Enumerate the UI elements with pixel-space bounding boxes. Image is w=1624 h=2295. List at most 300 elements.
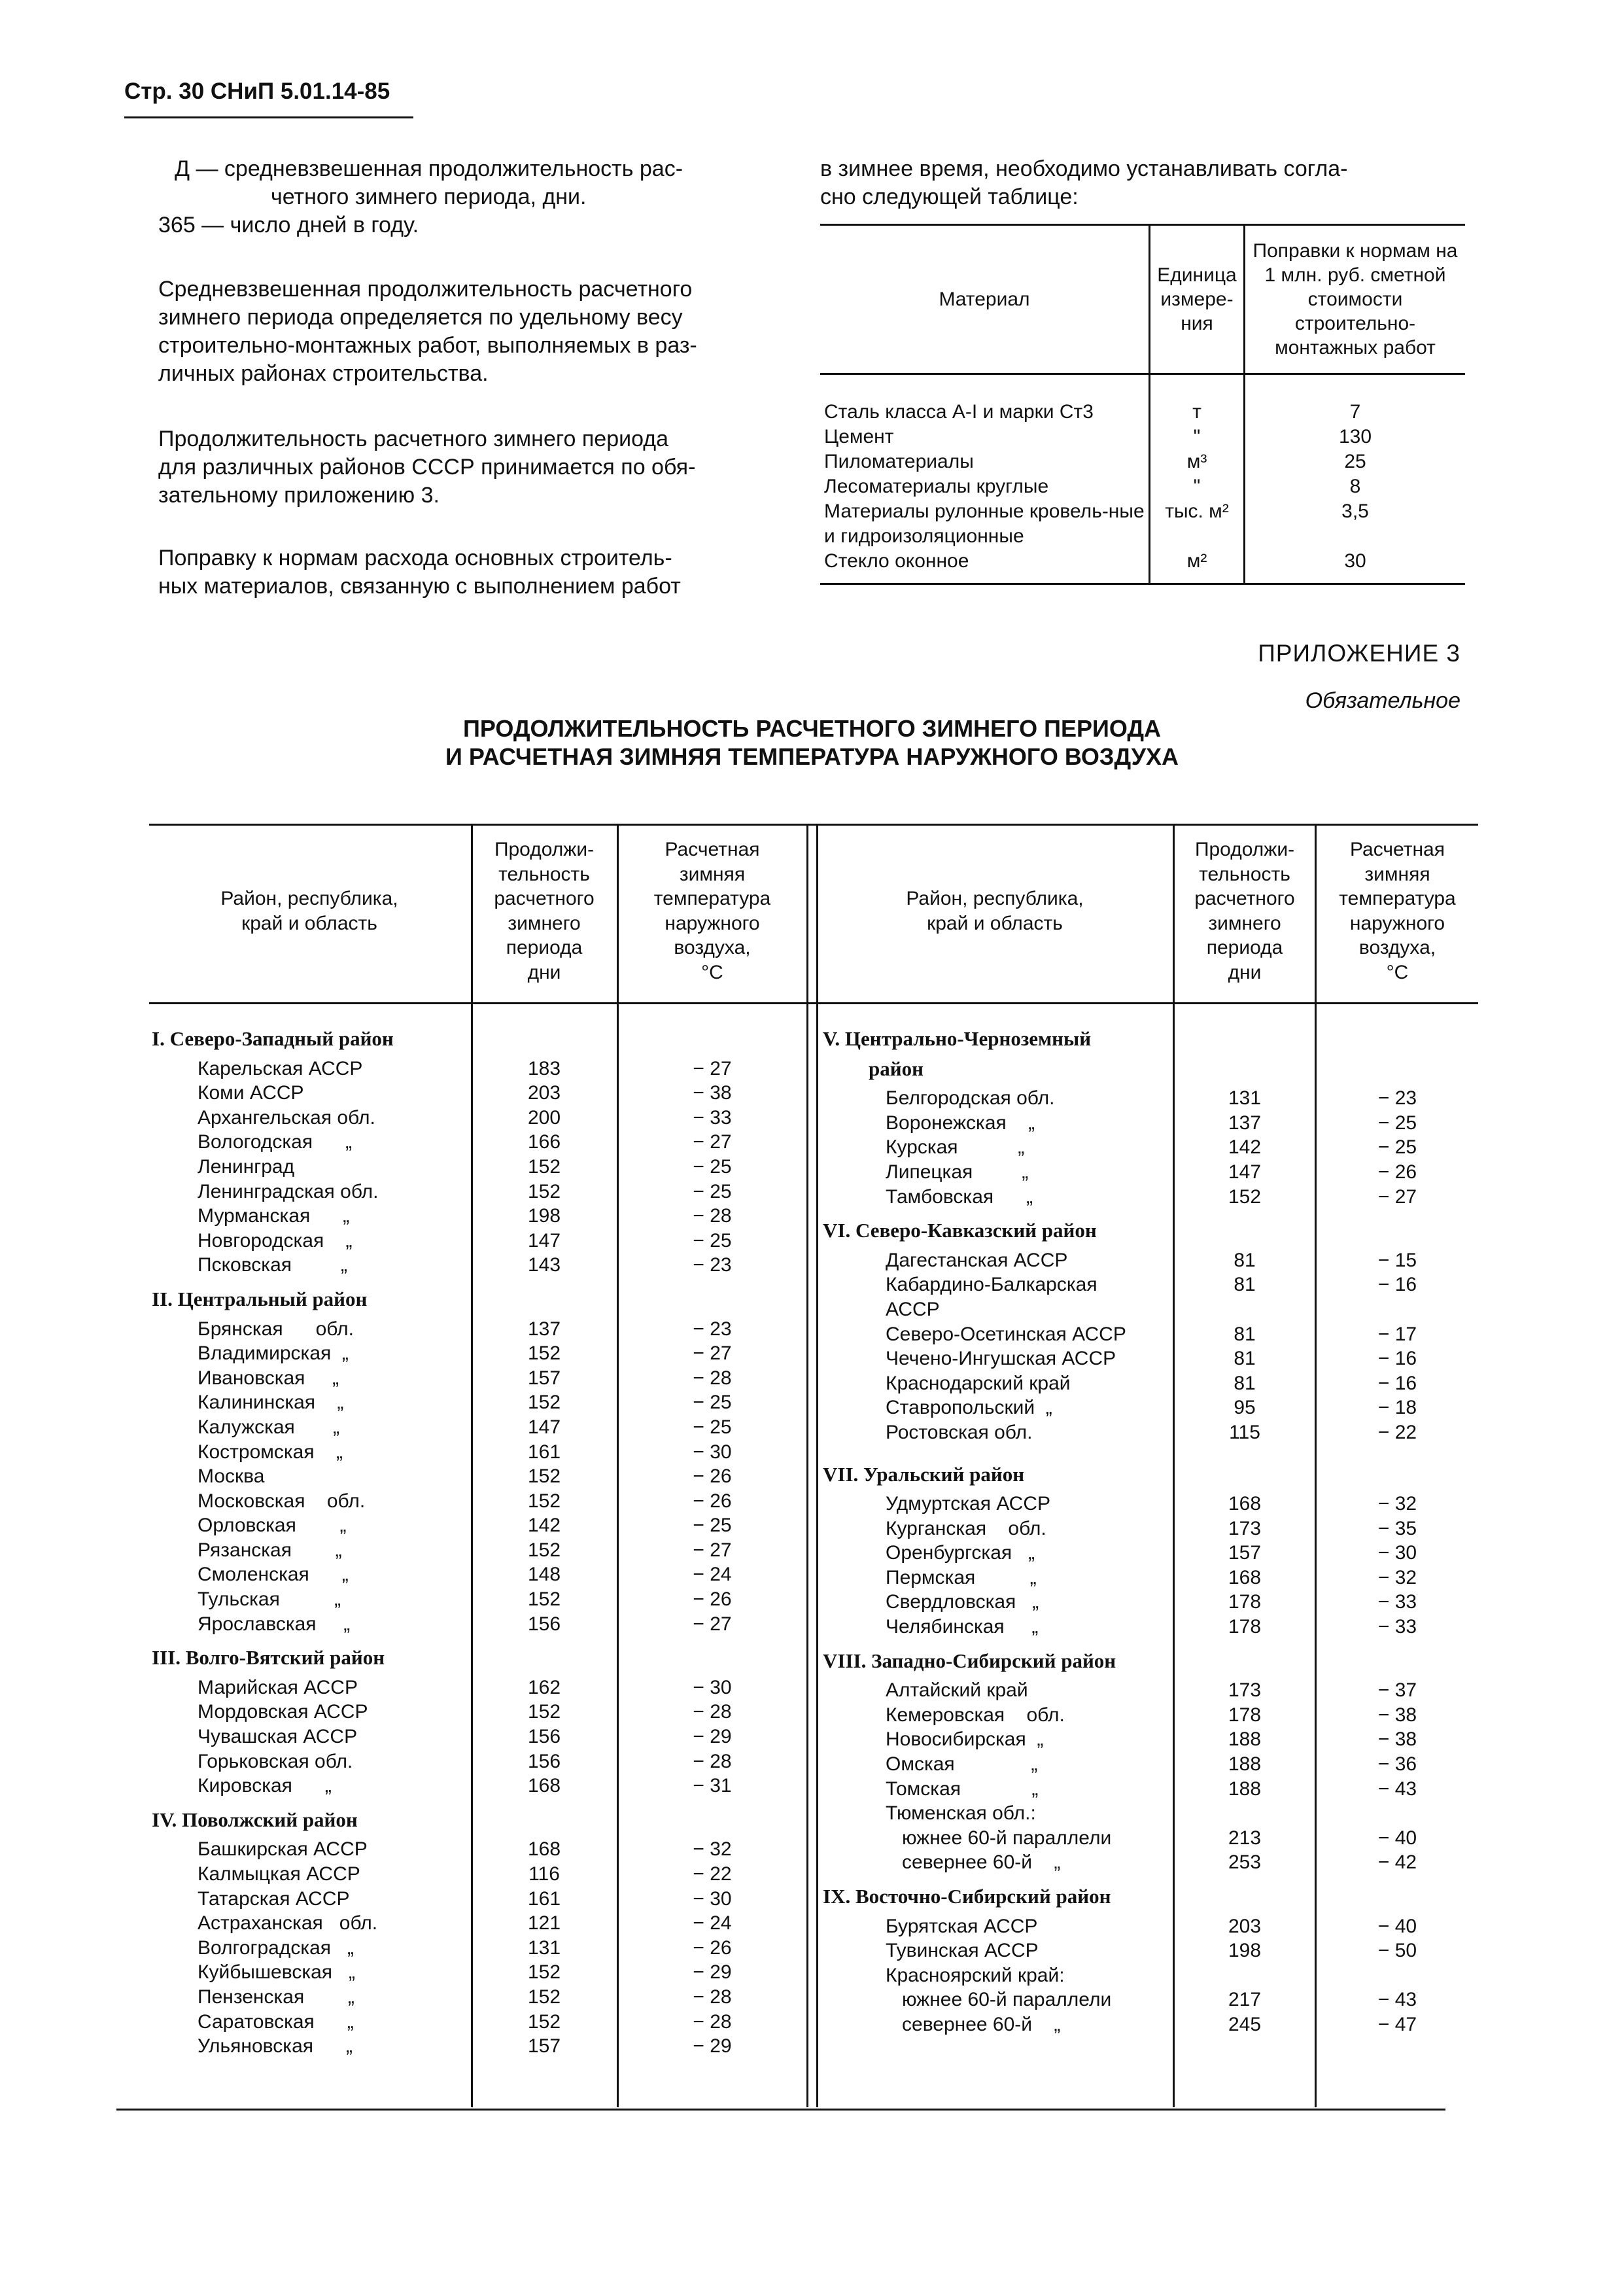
duration-value: 168 xyxy=(527,1838,561,1861)
materials-cell-material: Лесоматериалы круглые xyxy=(824,476,1049,497)
table-bottom-rule xyxy=(116,2109,1445,2111)
header-temperature-line: °С xyxy=(701,961,723,983)
temperature-value: − 32 xyxy=(1377,1493,1417,1515)
duration-value: 152 xyxy=(527,1701,561,1723)
temperature-value: − 25 xyxy=(693,1515,732,1537)
area-name: Пензенская „ xyxy=(198,1986,354,2008)
area-name: Северо-Осетинская АССР xyxy=(886,1323,1126,1345)
header-temperature-line: °С xyxy=(1386,961,1409,983)
duration-value: 217 xyxy=(1228,1989,1262,2011)
materials-cell-value: 8 xyxy=(1245,474,1466,499)
duration-value: 121 xyxy=(527,1912,561,1935)
header-duration-line: тельность xyxy=(498,863,590,885)
temperature-value xyxy=(1317,1801,1478,1826)
duration-value xyxy=(1175,1026,1315,1051)
temperature-value: − 36 xyxy=(1377,1753,1417,1776)
header-duration-line: расчетного xyxy=(494,888,595,909)
area-name: Ленинградская обл. xyxy=(198,1180,379,1202)
duration-value: 173 xyxy=(1228,1679,1262,1702)
appendix-type: Обязательное xyxy=(1305,688,1460,713)
area-name: Татарская АССР xyxy=(198,1887,350,1910)
header-temperature-line: наружного xyxy=(665,912,760,934)
d-definition xyxy=(158,155,683,239)
temperature-value: − 16 xyxy=(1377,1372,1417,1394)
duration-value xyxy=(472,1808,616,1832)
area-name: Калужская „ xyxy=(198,1416,340,1438)
header-region-line: Район, республика, xyxy=(220,888,398,909)
temperature-value: − 30 xyxy=(693,1441,732,1463)
duration-value: 152 xyxy=(527,1539,561,1561)
area-name: Мордовская АССР xyxy=(198,1701,368,1723)
d-definition-line-2: четного зимнего периода, дни. xyxy=(271,184,587,209)
temperature-value: − 27 xyxy=(693,1539,732,1561)
area-name: Алтайский край xyxy=(886,1679,1028,1702)
area-name: Белгородская обл. xyxy=(886,1087,1055,1110)
header-duration-line: тельность xyxy=(1199,863,1290,885)
area-name: Курганская обл. xyxy=(886,1517,1046,1539)
duration-value: 178 xyxy=(1228,1704,1262,1726)
area-name: Московская обл. xyxy=(198,1490,366,1512)
duration-value: 200 xyxy=(527,1106,561,1129)
area-name: Тувинская АССР xyxy=(886,1940,1039,1962)
duration-value xyxy=(472,1287,616,1312)
temperature-value: − 25 xyxy=(693,1229,732,1252)
header-duration-line: дни xyxy=(527,961,561,983)
materials-row xyxy=(820,474,1465,499)
duration-value: 168 xyxy=(527,1775,561,1797)
temperature-value: − 31 xyxy=(693,1775,732,1797)
area-name: Калмыцкая АССР xyxy=(198,1863,360,1885)
materials-cell-material: Сталь класса А-I и марки Ст3 xyxy=(824,401,1094,423)
materials-cell-unit: " xyxy=(1150,425,1245,449)
paragraph-1-line: зимнего периода определяется по удельному весу xyxy=(158,305,683,330)
area-name: Башкирская АССР xyxy=(198,1838,368,1861)
temperature-value: − 22 xyxy=(693,1863,732,1885)
area-name: севернее 60-й „ xyxy=(886,2013,1061,2035)
paragraph-2-line: для различных районов СССР принимается по обя- xyxy=(158,455,696,480)
temperature-value: − 28 xyxy=(693,1701,732,1723)
duration-value: 188 xyxy=(1228,1728,1262,1751)
area-name: Мурманская „ xyxy=(198,1205,350,1227)
materials-intro-line: сно следующей таблице: xyxy=(820,184,1079,209)
area-name: Марийская АССР xyxy=(198,1676,358,1698)
duration-value xyxy=(1175,1963,1315,1988)
area-name: Бурятская АССР xyxy=(886,1915,1038,1937)
temperature-value: − 30 xyxy=(693,1676,732,1698)
duration-value: 178 xyxy=(1228,1591,1262,1613)
duration-value: 148 xyxy=(527,1564,561,1586)
duration-value: 116 xyxy=(528,1863,560,1885)
area-name: Томская „ xyxy=(886,1778,1039,1800)
temperature-value: − 33 xyxy=(1377,1591,1417,1613)
area-name: Вологодская „ xyxy=(198,1131,353,1153)
duration-value: 152 xyxy=(527,1490,561,1512)
table-divider xyxy=(816,824,818,2107)
temperature-value: − 23 xyxy=(1377,1087,1417,1110)
duration-value xyxy=(472,1026,616,1051)
temperature-value: − 28 xyxy=(693,1986,732,2008)
area-name: Смоленская „ xyxy=(198,1564,349,1586)
area-name: Ярославская „ xyxy=(198,1613,351,1635)
duration-value: 157 xyxy=(1228,1542,1262,1564)
area-name: Ульяновская „ xyxy=(198,2035,353,2058)
materials-cell-value: 7 xyxy=(1245,374,1466,425)
temperature-value: − 30 xyxy=(693,1887,732,1910)
materials-cell-unit: м³ xyxy=(1150,449,1245,474)
header-temperature-line: зимняя xyxy=(1364,863,1430,885)
area-name: Карельская АССР xyxy=(198,1057,363,1079)
header-temperature-line: температура xyxy=(653,888,771,909)
area-name: Саратовская „ xyxy=(198,2010,354,2033)
row-spacer xyxy=(1317,1445,1478,1453)
temperature-value: − 24 xyxy=(693,1912,732,1935)
duration-value: 156 xyxy=(527,1750,561,1772)
area-name: Ленинград xyxy=(198,1155,295,1178)
header-rule xyxy=(124,116,413,118)
materials-row xyxy=(820,449,1465,474)
duration-value: 203 xyxy=(527,1082,561,1104)
region-heading: VI. Северо-Кавказский район xyxy=(823,1219,1097,1242)
materials-row xyxy=(820,374,1465,425)
duration-value xyxy=(1175,1057,1315,1081)
paragraph-2-line: Продолжительность расчетного зимнего периода xyxy=(158,427,669,451)
area-name: Тамбовская „ xyxy=(886,1185,1033,1208)
temperature-value: − 23 xyxy=(693,1254,732,1276)
temperature-value: − 28 xyxy=(693,2010,732,2033)
temperature-value: − 27 xyxy=(693,1057,732,1079)
area-name: Чечено-Ингушская АССР xyxy=(886,1348,1116,1370)
temperature-value xyxy=(619,1808,806,1832)
temperature-value xyxy=(619,1026,806,1051)
duration-value: 188 xyxy=(1228,1753,1262,1776)
area-name: Кировская „ xyxy=(198,1775,332,1797)
header-duration-line: Продолжи- xyxy=(1194,839,1295,860)
duration-value: 142 xyxy=(1228,1136,1262,1159)
duration-value xyxy=(472,1645,616,1670)
region-heading: VII. Уральский район xyxy=(823,1462,1025,1486)
area-name: Коми АССР xyxy=(198,1082,304,1104)
duration-value: 156 xyxy=(527,1726,561,1748)
duration-value: 168 xyxy=(1228,1566,1262,1588)
temperature-value: − 25 xyxy=(693,1180,732,1202)
duration-value xyxy=(1175,1462,1315,1487)
temperature-value xyxy=(1317,1462,1478,1487)
materials-cell-unit: м² xyxy=(1150,549,1245,584)
duration-value: 152 xyxy=(527,1986,561,2008)
temperature-value: − 25 xyxy=(1377,1112,1417,1134)
temperature-value: − 40 xyxy=(1377,1827,1417,1849)
duration-value: 152 xyxy=(1228,1185,1262,1208)
paragraph-1-line: строительно-монтажных работ, выполняемых в раз- xyxy=(158,333,697,358)
duration-value: 147 xyxy=(1228,1161,1262,1183)
temperature-value xyxy=(1317,1884,1478,1909)
area-name: Ростовская обл. xyxy=(886,1421,1033,1443)
materials-cell-material: Цемент xyxy=(824,426,894,447)
area-name: Челябинская „ xyxy=(886,1616,1039,1638)
paragraph-2-line: зательному приложению 3. xyxy=(158,483,440,508)
row-spacer xyxy=(1175,1445,1315,1453)
days-definition: 365 — число дней в году. xyxy=(158,213,419,237)
header-temperature-line: Расчетная xyxy=(665,839,760,860)
temperature-value: − 25 xyxy=(1377,1136,1417,1159)
area-name: Дагестанская АССР xyxy=(886,1249,1068,1271)
duration-value: 81 xyxy=(1234,1249,1256,1271)
area-name: южнее 60-й параллели xyxy=(886,1989,1112,2011)
area-name: южнее 60-й параллели xyxy=(886,1827,1112,1849)
temperature-value xyxy=(619,1645,806,1670)
temperature-value: − 43 xyxy=(1377,1778,1417,1800)
duration-value xyxy=(1175,1297,1315,1322)
materials-cell-value: 30 xyxy=(1245,549,1466,584)
materials-cell-material: Материалы рулонные кровель-ные и гидроизоляционные xyxy=(824,500,1145,547)
materials-intro-line: в зимнее время, необходимо устанавливать согла- xyxy=(820,156,1348,181)
materials-cell-unit: " xyxy=(1150,474,1245,499)
duration-value: 162 xyxy=(527,1676,561,1698)
area-name: Пермская „ xyxy=(886,1566,1037,1588)
temperature-value: − 27 xyxy=(693,1613,732,1635)
right-temperature-column xyxy=(1317,1026,1478,2037)
duration-value: 115 xyxy=(1229,1421,1260,1443)
appendix-title-line-1: ПРОДОЛЖИТЕЛЬНОСТЬ РАСЧЕТНОГО ЗИМНЕГО ПЕРИОДА xyxy=(462,715,1162,742)
temperature-value: − 38 xyxy=(693,1082,732,1104)
temperature-value: − 35 xyxy=(1377,1517,1417,1539)
duration-value: 81 xyxy=(1234,1274,1256,1296)
header-temperature-line: зимняя xyxy=(679,863,746,885)
materials-header-correction: Поправки к нормам на 1 млн. руб. сметной стоимости строительно-монтажных работ xyxy=(1245,225,1466,374)
area-name: Красноярский край: xyxy=(886,1964,1065,1986)
d-definition-line-1: Д — средневзвешенная продолжительность рас- xyxy=(175,156,683,181)
temperature-value: − 47 xyxy=(1377,2013,1417,2035)
header-temperature-line: воздуха, xyxy=(674,937,751,958)
header-duration-line: дни xyxy=(1228,961,1262,983)
duration-value: 142 xyxy=(527,1515,561,1537)
temperature-value: − 26 xyxy=(1377,1161,1417,1183)
temperature-value xyxy=(1317,1218,1478,1243)
area-name: Орловская „ xyxy=(198,1515,347,1537)
temperature-value: − 27 xyxy=(693,1342,732,1365)
table-top-rule xyxy=(149,824,1478,826)
materials-cell-value: 25 xyxy=(1245,449,1466,474)
duration-value: 213 xyxy=(1228,1827,1262,1849)
duration-value: 178 xyxy=(1228,1616,1262,1638)
header-duration-line: периода xyxy=(1206,937,1283,958)
header-temperature-line: Расчетная xyxy=(1350,839,1445,860)
header-region-right xyxy=(818,886,1171,936)
duration-value xyxy=(1175,1649,1315,1673)
paragraph-1-line: Средневзвешенная продолжительность расчетного xyxy=(158,277,693,302)
temperature-value: − 28 xyxy=(693,1750,732,1772)
duration-value: 173 xyxy=(1228,1517,1262,1539)
region-heading: I. Северо-Западный район xyxy=(152,1027,394,1050)
temperature-value: − 25 xyxy=(693,1155,732,1178)
left-temperature-column xyxy=(619,1026,806,2059)
materials-cell-value: 130 xyxy=(1245,425,1466,449)
area-name: Омская „ xyxy=(886,1753,1038,1776)
duration-value: 131 xyxy=(1228,1087,1262,1110)
temperature-value: − 28 xyxy=(693,1367,732,1389)
area-name: АССР xyxy=(886,1298,940,1320)
temperature-value: − 33 xyxy=(693,1106,732,1129)
temperature-value: − 38 xyxy=(1377,1728,1417,1751)
temperature-value: − 16 xyxy=(1377,1348,1417,1370)
area-name: Кабардино-Балкарская xyxy=(886,1274,1097,1296)
temperature-value xyxy=(1317,1297,1478,1322)
header-duration-right xyxy=(1175,837,1315,985)
area-name: Рязанская „ xyxy=(198,1539,342,1561)
duration-value: 166 xyxy=(527,1131,561,1153)
table-divider xyxy=(806,824,808,2107)
duration-value: 131 xyxy=(527,1936,561,1959)
duration-value: 152 xyxy=(527,1155,561,1178)
header-duration-line: Продолжи- xyxy=(494,839,595,860)
temperature-value: − 27 xyxy=(1377,1185,1417,1208)
temperature-value: − 38 xyxy=(1377,1704,1417,1726)
temperature-value: − 32 xyxy=(693,1838,732,1861)
header-temperature-line: температура xyxy=(1339,888,1456,909)
header-temperature-line: воздуха, xyxy=(1358,937,1436,958)
area-name: Оренбургская „ xyxy=(886,1542,1035,1564)
duration-value: 198 xyxy=(1228,1940,1262,1962)
area-name: Липецкая „ xyxy=(886,1161,1029,1183)
header-duration-line: зимнего xyxy=(1208,912,1281,934)
duration-value: 253 xyxy=(1228,1851,1262,1874)
area-name: Курская „ xyxy=(886,1136,1025,1159)
area-name: Волгоградская „ xyxy=(198,1936,354,1959)
duration-value xyxy=(1175,1218,1315,1243)
area-name: севернее 60-й „ xyxy=(886,1851,1061,1874)
duration-value: 156 xyxy=(527,1613,561,1635)
table-header-rule xyxy=(149,1002,1478,1004)
duration-value: 81 xyxy=(1234,1372,1256,1394)
temperature-value: − 24 xyxy=(693,1564,732,1586)
row-spacer xyxy=(828,1445,1171,1453)
temperature-value: − 43 xyxy=(1377,1989,1417,2011)
materials-cell-value: 3,5 xyxy=(1245,499,1466,549)
duration-value xyxy=(1175,1801,1315,1826)
temperature-value: − 22 xyxy=(1377,1421,1417,1443)
duration-value: 198 xyxy=(527,1205,561,1227)
region-heading: IV. Поволжский район xyxy=(152,1808,358,1831)
duration-value: 152 xyxy=(527,1342,561,1365)
area-name: Краснодарский край xyxy=(886,1372,1071,1394)
area-name: Куйбышевская „ xyxy=(198,1961,356,1984)
temperature-value: − 27 xyxy=(693,1131,732,1153)
temperature-value: − 32 xyxy=(1377,1566,1417,1588)
duration-value: 152 xyxy=(527,1961,561,1984)
materials-cell-material: Стекло оконное xyxy=(820,549,1150,584)
temperature-value: − 17 xyxy=(1377,1323,1417,1345)
area-name: Ставропольский „ xyxy=(886,1397,1052,1419)
materials-row xyxy=(820,425,1465,449)
duration-value: 95 xyxy=(1234,1397,1256,1419)
region-heading: V. Центрально-Черноземный xyxy=(823,1027,1092,1050)
paragraph-3-line: Поправку к нормам расхода основных строитель- xyxy=(158,546,672,570)
area-name: Владимирская „ xyxy=(198,1342,349,1365)
region-heading: IX. Восточно-Сибирский район xyxy=(823,1885,1111,1908)
area-name: Тюменская обл.: xyxy=(886,1802,1036,1825)
region-heading: II. Центральный район xyxy=(152,1287,368,1310)
region-heading: VIII. Западно-Сибирский район xyxy=(823,1649,1116,1672)
region-heading: III. Волго-Вятский район xyxy=(152,1646,385,1670)
area-name: Архангельская обл. xyxy=(198,1106,375,1129)
temperature-value: − 29 xyxy=(693,1726,732,1748)
temperature-value: − 26 xyxy=(693,1490,732,1512)
area-name: Свердловская „ xyxy=(886,1591,1039,1613)
temperature-value: − 26 xyxy=(693,1936,732,1959)
duration-value: 203 xyxy=(1228,1915,1262,1937)
area-name: Горьковская обл. xyxy=(198,1750,353,1772)
materials-row xyxy=(820,549,1465,584)
paragraph-1 xyxy=(158,275,697,388)
area-name: Костромская „ xyxy=(198,1441,343,1463)
header-duration-left xyxy=(472,837,616,985)
header-region-left xyxy=(149,886,470,936)
duration-value: 161 xyxy=(527,1441,561,1463)
area-name: Кемеровская обл. xyxy=(886,1704,1065,1726)
duration-value: 168 xyxy=(1228,1493,1262,1515)
temperature-value: − 33 xyxy=(1377,1616,1417,1638)
temperature-value: − 18 xyxy=(1377,1397,1417,1419)
materials-cell-material: Пиломатериалы xyxy=(824,451,974,472)
duration-value: 137 xyxy=(1228,1112,1262,1134)
temperature-value: − 15 xyxy=(1377,1249,1417,1271)
area-name: Воронежская „ xyxy=(886,1112,1035,1134)
duration-value: 157 xyxy=(527,1367,561,1389)
duration-value: 245 xyxy=(1228,2013,1262,2035)
duration-value: 161 xyxy=(527,1887,561,1910)
duration-value: 143 xyxy=(527,1254,561,1276)
temperature-value: − 40 xyxy=(1377,1915,1417,1937)
temperature-value: − 37 xyxy=(1377,1679,1417,1702)
materials-cell-unit: тыс. м² xyxy=(1150,499,1245,549)
area-name: Удмуртская АССР xyxy=(886,1493,1051,1515)
temperature-value xyxy=(1317,1026,1478,1051)
area-name: Калининская „ xyxy=(198,1392,344,1414)
header-duration-line: зимнего xyxy=(508,912,581,934)
temperature-value: − 28 xyxy=(693,1205,732,1227)
right-region-column xyxy=(823,1026,1171,2037)
duration-value: 152 xyxy=(527,1588,561,1611)
temperature-value: − 26 xyxy=(693,1465,732,1488)
materials-table xyxy=(820,224,1465,585)
header-region-line: край и область xyxy=(241,912,377,934)
temperature-value: − 29 xyxy=(693,2035,732,2058)
area-name: Брянская обл. xyxy=(198,1318,354,1340)
duration-value: 152 xyxy=(527,1180,561,1202)
duration-value: 152 xyxy=(527,1465,561,1488)
left-region-column xyxy=(152,1026,464,2059)
area-name: Ивановская „ xyxy=(198,1367,339,1389)
appendix-title xyxy=(0,714,1624,771)
header-temperature-line: наружного xyxy=(1349,912,1445,934)
appendix-number: ПРИЛОЖЕНИЕ 3 xyxy=(1258,640,1460,667)
temperature-value: − 30 xyxy=(1377,1542,1417,1564)
page-header: Стр. 30 СНиП 5.01.14-85 xyxy=(124,79,390,104)
header-duration-line: расчетного xyxy=(1194,888,1295,909)
temperature-value: − 26 xyxy=(693,1588,732,1611)
duration-value: 157 xyxy=(527,2035,561,2058)
left-duration-column xyxy=(472,1026,616,2059)
temperature-value xyxy=(1317,1649,1478,1673)
duration-value: 152 xyxy=(527,1392,561,1414)
header-region-line: Район, республика, xyxy=(906,888,1084,909)
duration-value: 81 xyxy=(1234,1348,1256,1370)
duration-value xyxy=(1175,1884,1315,1909)
region-heading: район xyxy=(869,1057,924,1080)
header-temperature-left xyxy=(619,837,806,985)
temperature-value xyxy=(1317,1963,1478,1988)
paragraph-2 xyxy=(158,425,695,510)
